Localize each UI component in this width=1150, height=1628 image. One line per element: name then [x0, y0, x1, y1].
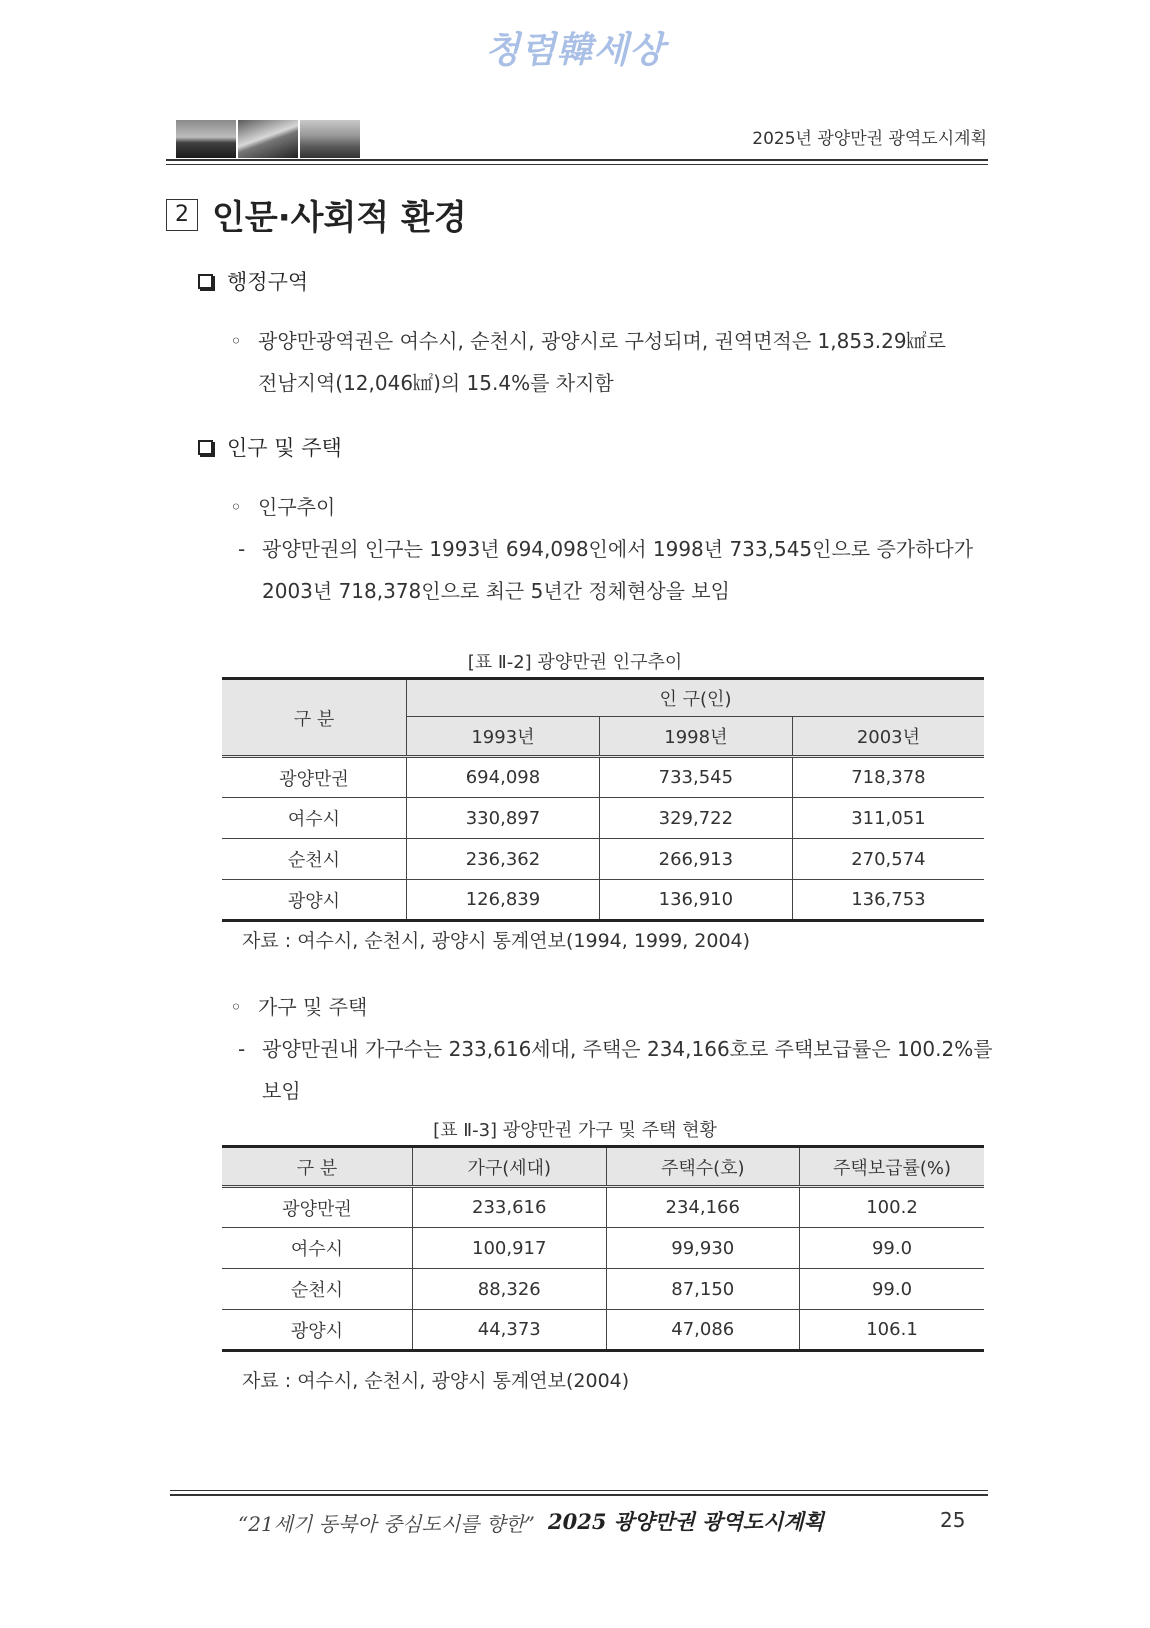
table-cell: 126,839	[407, 880, 600, 921]
admin-line-1: 광양만광역권은 여수시, 순천시, 광양시로 구성되며, 권역면적은 1,853.29㎢로	[258, 329, 946, 353]
table-cell: 99.0	[800, 1269, 985, 1310]
checkbox-square-icon	[198, 274, 213, 289]
header-rule-thin	[166, 164, 988, 165]
page-number: 25	[940, 1508, 966, 1532]
section-population-title: 인구 및 주택	[198, 432, 342, 462]
table-cell: 광양시	[222, 1310, 413, 1351]
table-cell: 87,150	[606, 1269, 800, 1310]
table-cell: 여수시	[222, 798, 407, 839]
table-row	[222, 798, 984, 839]
table-cell: 311,051	[792, 798, 984, 839]
table1-row-header: 구 분	[222, 679, 407, 757]
table-cell: 236,362	[407, 839, 600, 880]
household-line-2: 보임	[262, 1079, 301, 1103]
table-cell: 694,098	[407, 757, 600, 798]
population-bullet: ◦	[230, 495, 242, 519]
header-photo-3	[300, 120, 360, 158]
table-cell: 광양만권	[222, 1187, 413, 1228]
table-row	[222, 839, 984, 880]
table1-group-header: 인 구(인)	[407, 679, 985, 717]
table-cell: 100.2	[800, 1187, 985, 1228]
household-dash: -	[238, 1037, 246, 1061]
population-line-1: 광양만권의 인구는 1993년 694,098인에서 1998년 733,545인으로 증가하다가	[262, 537, 974, 561]
table-cell: 266,913	[599, 839, 792, 880]
table-cell: 순천시	[222, 1269, 413, 1310]
table-row	[222, 1228, 984, 1269]
population-subtitle: 인구추이	[258, 495, 336, 519]
household-bullet: ◦	[230, 995, 242, 1019]
table-cell: 88,326	[413, 1269, 607, 1310]
footer-quote: “21세기 동북아 중심도시를 향한”	[238, 1512, 535, 1536]
table1-caption: [표 Ⅱ-2] 광양만권 인구추이	[467, 652, 683, 673]
section-heading	[166, 190, 467, 239]
table-cell: 순천시	[222, 839, 407, 880]
table-cell: 광양시	[222, 880, 407, 921]
table1-col-1993: 1993년	[407, 717, 600, 757]
table1-col-1998: 1998년	[599, 717, 792, 757]
footer-rule-thick	[170, 1494, 988, 1496]
table-cell: 여수시	[222, 1228, 413, 1269]
heading-number: 2	[166, 199, 198, 231]
header-photo-strip	[176, 120, 360, 158]
admin-bullet: ◦	[230, 329, 242, 353]
table-cell: 270,574	[792, 839, 984, 880]
logo	[0, 22, 1150, 73]
household-line-1: 광양만권내 가구수는 233,616세대, 주택은 234,166호로 주택보급률은 100.2%를	[262, 1037, 993, 1061]
table2-col-supply-rate: 주택보급률(%)	[800, 1147, 985, 1187]
table-cell: 99.0	[800, 1228, 985, 1269]
section-admin-title: 행정구역	[198, 266, 308, 296]
table-row	[222, 1310, 984, 1351]
header-rule	[166, 159, 988, 161]
header-title: 2025년 광양만권 광역도시계획	[752, 129, 987, 149]
household-subtitle: 가구 및 주택	[258, 995, 368, 1019]
footer-rule	[170, 1490, 988, 1491]
table1-source: 자료 : 여수시, 순천시, 광양시 통계연보(1994, 1999, 2004)	[242, 930, 751, 952]
table2-col-category: 구 분	[222, 1147, 413, 1187]
footer-title: 2025 광양만권 광역도시계획	[548, 1509, 824, 1534]
household-table	[222, 1145, 984, 1352]
table-cell: 136,910	[599, 880, 792, 921]
table2-col-houses: 주택수(호)	[606, 1147, 800, 1187]
table2-source: 자료 : 여수시, 순천시, 광양시 통계연보(2004)	[242, 1370, 630, 1392]
table-cell: 47,086	[606, 1310, 800, 1351]
admin-line-2: 전남지역(12,046㎢)의 15.4%를 차지함	[258, 371, 614, 395]
table-cell: 733,545	[599, 757, 792, 798]
table-cell: 234,166	[606, 1187, 800, 1228]
table-cell: 106.1	[800, 1310, 985, 1351]
table2-col-households: 가구(세대)	[413, 1147, 607, 1187]
table-cell: 718,378	[792, 757, 984, 798]
population-line-2: 2003년 718,378인으로 최근 5년간 정체현상을 보임	[262, 579, 730, 603]
logo-text: 청렴韓세상	[484, 30, 666, 71]
table-cell: 99,930	[606, 1228, 800, 1269]
table2-caption: [표 Ⅱ-3] 광양만권 가구 및 주택 현황	[433, 1120, 717, 1141]
table-cell: 광양만권	[222, 757, 407, 798]
table-row	[222, 880, 984, 921]
checkbox-square-icon	[198, 440, 213, 455]
table-cell: 136,753	[792, 880, 984, 921]
table-cell: 44,373	[413, 1310, 607, 1351]
table-cell: 100,917	[413, 1228, 607, 1269]
table-row	[222, 757, 984, 798]
table-cell: 329,722	[599, 798, 792, 839]
table1-col-2003: 2003년	[792, 717, 984, 757]
header-photo-1	[176, 120, 236, 158]
table-row	[222, 1269, 984, 1310]
population-dash: -	[238, 537, 246, 561]
table-cell: 233,616	[413, 1187, 607, 1228]
table-row	[222, 1187, 984, 1228]
header-photo-2	[238, 120, 298, 158]
heading-text: 인문·사회적 환경	[212, 198, 467, 238]
population-table	[222, 677, 984, 922]
table-cell: 330,897	[407, 798, 600, 839]
